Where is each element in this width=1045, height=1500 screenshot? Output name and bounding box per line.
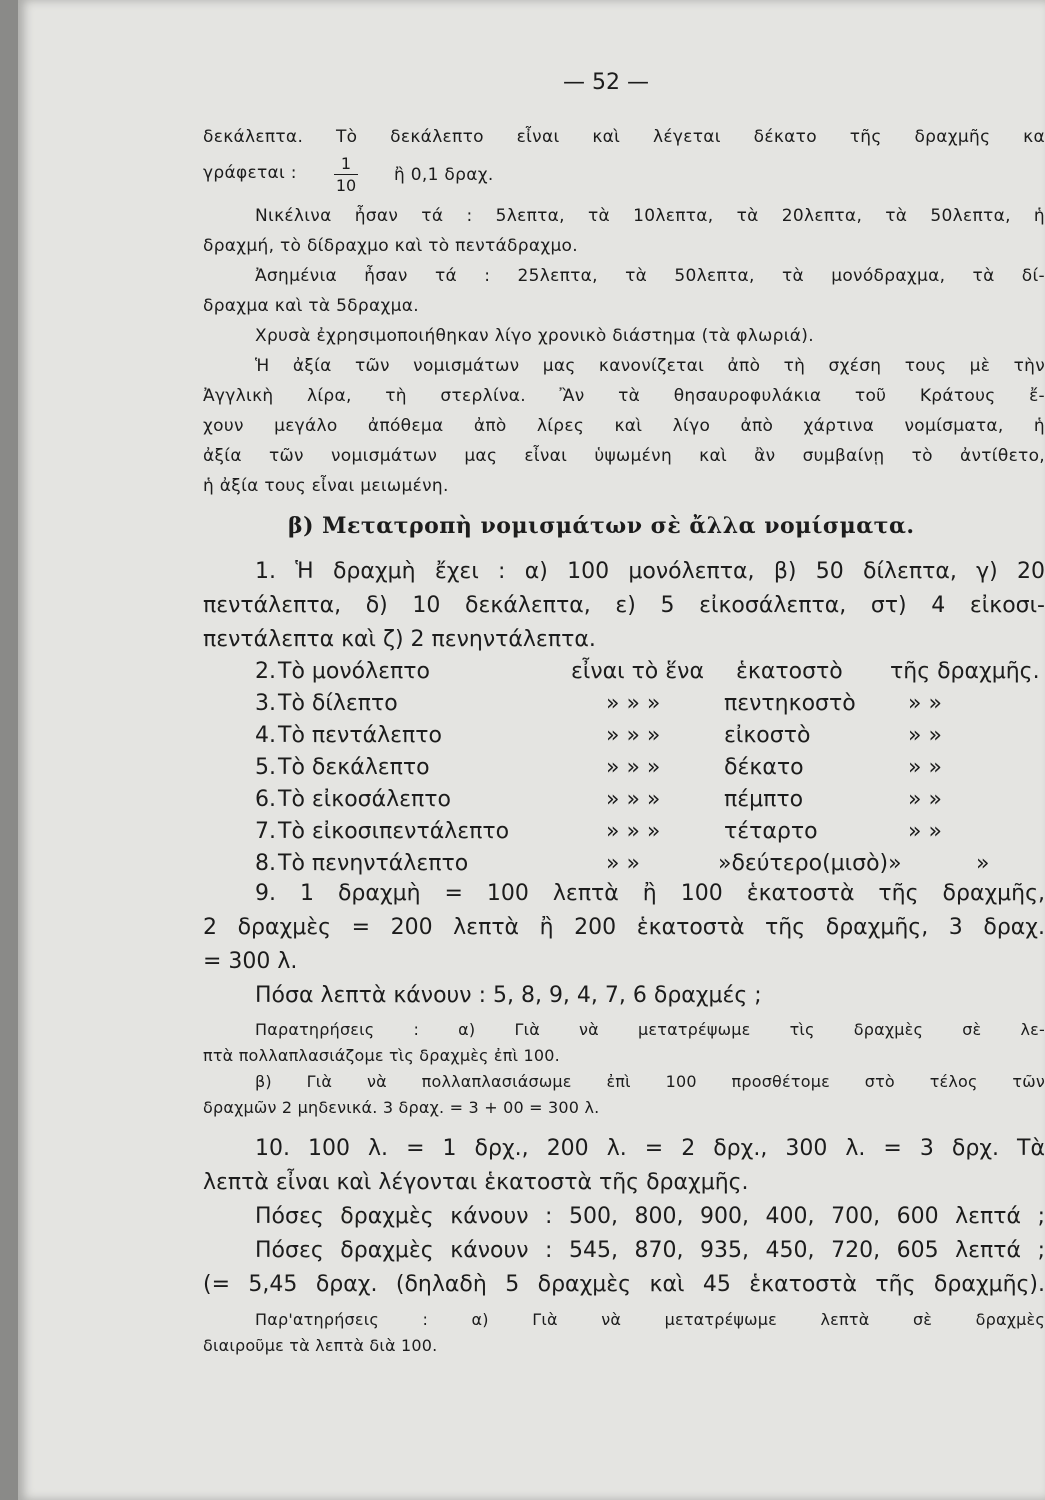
- row-tail: » »: [908, 691, 942, 716]
- coin-name: Τὸ πενηντάλεπτο: [278, 851, 469, 876]
- item-10-question-3: (= 5,45 δραχ. (δηλαδὴ 5 δραχμὲς καὶ 45 ἑκατοστὰ τῆς δραχμῆς).: [203, 1272, 1045, 1297]
- fraction-numerator: 1: [340, 154, 352, 173]
- row-middle: » » »: [606, 755, 661, 780]
- item-1-line-2: πεντάλεπτα, δ) 10 δεκάλεπτα, ε) 5 εἰκοσάλεπτα, στ) 4 εἰκοσι-: [203, 593, 1045, 618]
- row-middle: » » »: [606, 787, 661, 812]
- row-tail: » »: [908, 787, 942, 812]
- row-tail: »: [976, 851, 990, 876]
- intro-line-3: Νικέλινα ἦσαν τά : 5λεπτα, τὰ 10λεπτα, τὰ 20λεπτα, τὰ 50λεπτα, ἡ: [255, 206, 1045, 226]
- row-number: 2.: [255, 659, 276, 684]
- row-fraction: τέταρτο: [724, 819, 818, 844]
- intro-line-2-prefix: γράφεται :: [203, 163, 297, 183]
- item-10-line-2: λεπτὰ εἶναι καὶ λέγονται ἑκατοστὰ τῆς δραχμῆς.: [203, 1170, 749, 1195]
- row-middle: » » »: [606, 819, 661, 844]
- note-1-line-3: β) Γιὰ νὰ πολλαπλασιάσωμε ἐπὶ 100 προσθέτομε στὸ τέλος τῶν: [255, 1072, 1045, 1091]
- fraction-denominator: 10: [335, 176, 357, 195]
- intro-line-12: ἡ ἀξία τους εἶναι μειωμένη.: [203, 476, 449, 496]
- intro-line-8: Ἡ ἀξία τῶν νομισμάτων μας κανονίζεται ἀπὸ τὴ σχέση τους μὲ τὴν: [255, 356, 1045, 376]
- intro-line-4: δραχμή, τὸ δίδραχμο καὶ τὸ πεντάδραχμο.: [203, 236, 578, 256]
- intro-line-9: Ἀγγλικὴ λίρα, τὴ στερλίνα. Ἂν τὰ θησαυροφυλάκια τοῦ Κράτους ἔ-: [203, 386, 1045, 406]
- item-9-line-2: 2 δραχμὲς = 200 λεπτὰ ἢ 200 ἑκατοστὰ τῆς δραχμῆς, 3 δραχ.: [203, 915, 1045, 940]
- item-1-line-3: πεντάλεπτα καὶ ζ) 2 πενηντάλεπτα.: [203, 627, 596, 652]
- item-10-question-2: Πόσες δραχμὲς κάνουν : 545, 870, 935, 450, 720, 605 λεπτά ;: [255, 1238, 1045, 1263]
- row-fraction: ἑκατοστὸ: [736, 659, 843, 684]
- row-number: 7.: [255, 819, 276, 844]
- intro-line-5: Ἀσημένια ἦσαν τά : 25λεπτα, τὰ 50λεπτα, τὰ μονόδραχμα, τὰ δί-: [255, 266, 1045, 286]
- row-middle: » »: [606, 851, 640, 876]
- row-fraction: εἰκοστὸ: [724, 723, 811, 748]
- row-number: 6.: [255, 787, 276, 812]
- coin-name: Τὸ δεκάλεπτο: [278, 755, 430, 780]
- note-1-line-2: πτὰ πολλαπλασιάζομε τὶς δραχμὲς ἐπὶ 100.: [203, 1046, 560, 1065]
- intro-line-10: χουν μεγάλο ἀπόθεμα ἀπὸ λίρες καὶ λίγο ἀπὸ χάρτινα νομίσματα, ἡ: [203, 416, 1045, 436]
- coin-name: Τὸ εἰκοσάλεπτο: [278, 787, 451, 812]
- row-tail: » »: [908, 755, 942, 780]
- row-number: 4.: [255, 723, 276, 748]
- intro-line-1: δεκάλεπτα. Τὸ δεκάλεπτο εἶναι καὶ λέγεται δέκατο τῆς δραχμῆς κα: [203, 127, 1045, 147]
- row-number: 5.: [255, 755, 276, 780]
- note-2-line-1: Παρ'ατηρήσεις : α) Γιὰ νὰ μετατρέψωμε λεπτὰ σὲ δραχμὲς: [255, 1310, 1045, 1329]
- note-1-line-1: Παρατηρήσεις : α) Γιὰ νὰ μετατρέψωμε τὶς δραχμὲς σὲ λε-: [255, 1020, 1045, 1039]
- fraction-one-tenth: [326, 154, 366, 195]
- item-1-line-1: 1. Ἡ δραχμὴ ἔχει : α) 100 μονόλεπτα, β) 50 δίλεπτα, γ) 20: [255, 559, 1045, 584]
- coin-name: Τὸ μονόλεπτο: [278, 659, 430, 684]
- item-10-question-1: Πόσες δραχμὲς κάνουν : 500, 800, 900, 400, 700, 600 λεπτά ;: [255, 1204, 1045, 1229]
- row-tail: » »: [908, 819, 942, 844]
- note-2-line-2: διαιροῦμε τὰ λεπτὰ διὰ 100.: [203, 1336, 438, 1355]
- intro-line-11: ἀξία τῶν νομισμάτων μας εἶναι ὑψωμένη καὶ ἂν συμβαίνῃ τὸ ἀντίθετο,: [203, 446, 1045, 466]
- row-tail: τῆς δραχμῆς.: [890, 659, 1040, 684]
- row-middle: εἶναι τὸ ἕνα: [571, 659, 704, 684]
- note-1-line-4: δραχμῶν 2 μηδενικά. 3 δραχ. = 3 + 00 = 300 λ.: [203, 1098, 600, 1117]
- item-10-line-1: 10. 100 λ. = 1 δρχ., 200 λ. = 2 δρχ., 300 λ. = 3 δρχ. Τὰ: [255, 1136, 1045, 1161]
- coin-name: Τὸ πεντάλεπτο: [278, 723, 442, 748]
- intro-line-6: δραχμα καὶ τὰ 5δραχμα.: [203, 296, 419, 316]
- page-number: — 52 —: [563, 70, 649, 95]
- row-fraction: πέμπτο: [724, 787, 804, 812]
- row-middle: » » »: [606, 691, 661, 716]
- row-tail: » »: [908, 723, 942, 748]
- intro-line-7: Χρυσὰ ἐχρησιμοποιήθηκαν λίγο χρονικὸ διάστημα (τὰ φλωριά).: [255, 326, 814, 346]
- intro-line-2-suffix: ἢ 0,1 δραχ.: [394, 165, 494, 185]
- row-middle: » » »: [606, 723, 661, 748]
- item-9-line-1: 9. 1 δραχμὴ = 100 λεπτὰ ἢ 100 ἑκατοστὰ τῆς δραχμῆς,: [255, 881, 1045, 906]
- row-fraction: δέκατο: [724, 755, 804, 780]
- row-number: 3.: [255, 691, 276, 716]
- item-9-line-3: = 300 λ.: [203, 949, 298, 974]
- row-fraction: πεντηκοστὸ: [724, 691, 856, 716]
- coin-name: Τὸ δίλεπτο: [278, 691, 398, 716]
- row-fraction: »δεύτερο(μισὸ)»: [718, 851, 902, 876]
- coin-name: Τὸ εἰκοσιπεντάλεπτο: [278, 819, 510, 844]
- item-9-question: Πόσα λεπτὰ κάνουν : 5, 8, 9, 4, 7, 6 δραχμές ;: [255, 983, 762, 1008]
- book-page: [18, 0, 1045, 1500]
- row-number: 8.: [255, 851, 276, 876]
- section-heading: β) Μετατροπὴ νομισμάτων σὲ ἄλλα νομίσματα.: [288, 513, 915, 539]
